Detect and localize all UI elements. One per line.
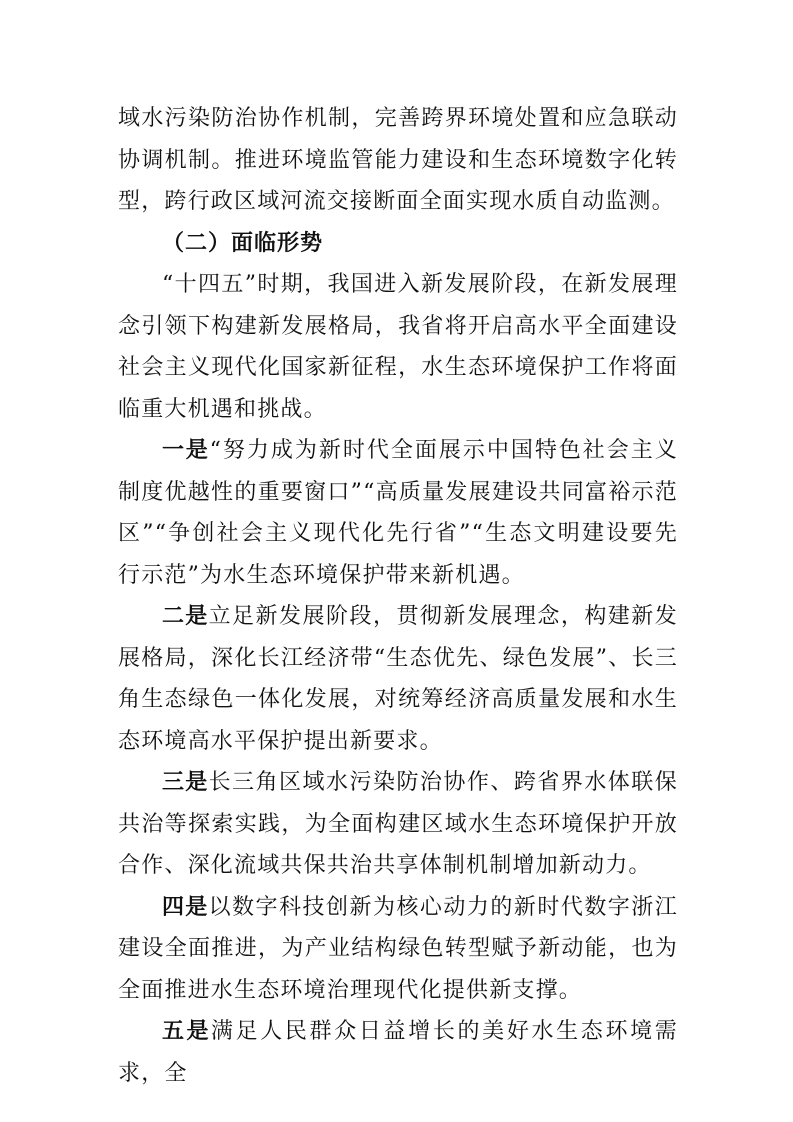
section-heading: （二）面临形势 xyxy=(162,230,324,256)
point-text-3: 长三角区域水污染防治协作、跨省界水体联保共治等探索实践，为全面构建区域水生态环境保护开放合作、深化流域共保共治共享体制机制增加新动力。 xyxy=(118,770,678,878)
point-text-4: 以数字科技创新为核心动力的新时代数字浙江建设全面推进，为产业结构绿色转型赋予新动能，也为全面推进水生态环境治理现代化提供新支撑。 xyxy=(118,894,678,1003)
point-text-2: 立足新发展阶段，贯彻新发展理念，构建新发展格局，深化长江经济带“生态优先、绿色发展”、长三角生态绿色一体化发展，对统筹经济高质量发展和水生态环境高水平保护提出新要求。 xyxy=(118,604,678,754)
point-lead-4: 四是 xyxy=(162,894,209,920)
point-paragraph-4 xyxy=(118,887,678,1012)
point-text-5: 满足人民群众日益增长的美好水生态环境需求，全 xyxy=(118,1019,678,1086)
point-text-1: “努力成为新时代全面展示中国特色社会主义制度优越性的重要窗口”“高质量发展建设共同富裕示范区”“争创社会主义现代化先行省”“生态文明建设要先行示范”为水生态环境保护带来新机遇。 xyxy=(118,438,678,588)
point-paragraph-1 xyxy=(118,430,678,596)
point-paragraph-3 xyxy=(118,762,678,887)
point-lead-5: 五是 xyxy=(162,1019,211,1044)
point-paragraph-5 xyxy=(118,1011,678,1094)
continuation-paragraph: 域水污染防治协作机制，完善跨界环境处置和应急联动协调机制。推进环境监管能力建设和生态环境数字化转型，跨行政区域河流交接断面全面实现水质自动监测。 xyxy=(118,106,678,214)
point-lead-1: 一是 xyxy=(162,438,210,463)
point-paragraph-2 xyxy=(118,596,678,762)
point-lead-2: 二是 xyxy=(162,604,209,629)
point-lead-3: 三是 xyxy=(162,770,209,795)
intro-paragraph: “十四五”时期，我国进入新发展阶段，在新发展理念引领下构建新发展格局，我省将开启高水平全面建设社会主义现代化国家新征程，水生态环境保护工作将面临重大机遇和挑战。 xyxy=(118,272,678,422)
document-body xyxy=(118,98,678,1094)
